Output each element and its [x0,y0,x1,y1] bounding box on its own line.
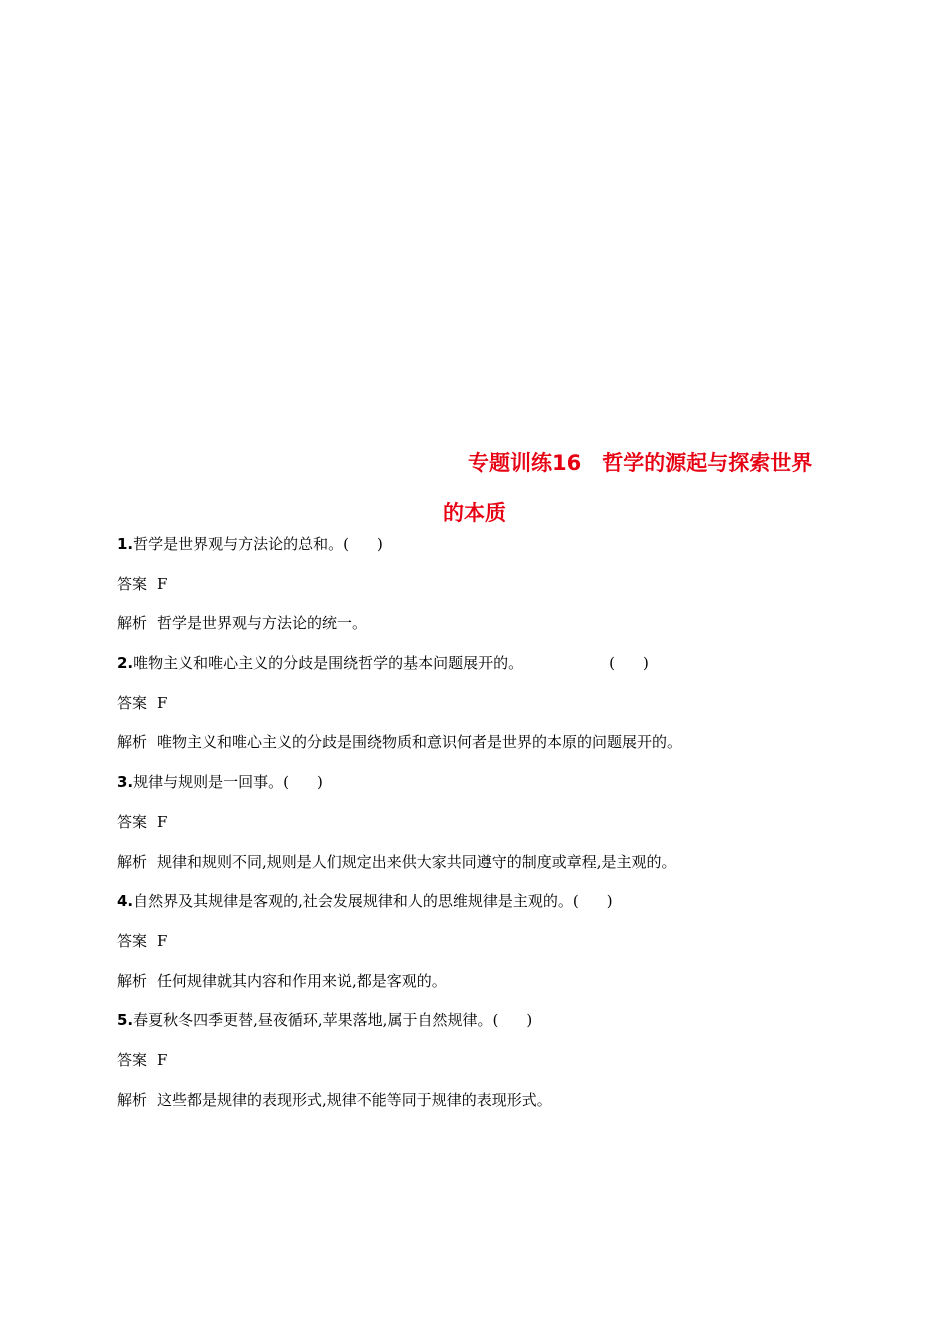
question-text: 春夏秋冬四季更替,昼夜循环,苹果落地,属于自然规律。 [133,1011,493,1030]
question-stem [117,534,857,574]
question-stem [117,772,857,812]
analysis-line [117,1090,857,1130]
analysis-label: 解析 [117,1090,148,1109]
question-number: 1. [117,535,134,553]
answer-line [117,693,857,733]
answer-line [117,574,857,614]
answer-value: F [157,574,168,593]
analysis-text: 唯物主义和唯心主义的分歧是围绕物质和意识何者是世界的本原的问题展开的。 [157,733,683,752]
analysis-text: 规律和规则不同,规则是人们规定出来供大家共同遵守的制度或章程,是主观的。 [157,852,677,871]
answer-blank: ( ) [343,535,383,553]
analysis-label: 解析 [117,733,148,752]
analysis-line [117,852,857,892]
analysis-text: 任何规律就其内容和作用来说,都是客观的。 [157,971,447,990]
answer-label: 答案 [117,1050,148,1069]
page-title-continued: 的本质 [443,501,506,525]
answer-blank: ( ) [609,654,649,673]
answer-label: 答案 [117,931,148,950]
question-list [117,534,857,1129]
question-number: 3. [117,773,134,792]
page-title: 专题训练16 哲学的源起与探索世界 [468,451,813,475]
answer-blank: ( ) [283,773,323,792]
analysis-line [117,732,857,772]
question-number: 2. [117,654,134,673]
question-text: 哲学是世界观与方法论的总和。 [133,535,344,553]
answer-value: F [157,931,168,950]
answer-label: 答案 [117,812,148,831]
question-stem [117,1010,857,1050]
analysis-label: 解析 [117,971,148,990]
question-stem [117,653,857,693]
question-text: 自然界及其规律是客观的,社会发展规律和人的思维规律是主观的。 [133,892,573,911]
analysis-line [117,971,857,1011]
answer-value: F [157,1050,168,1069]
answer-label: 答案 [117,574,148,593]
answer-value: F [157,693,168,712]
answer-label: 答案 [117,693,148,712]
answer-value: F [157,812,168,831]
question-stem [117,891,857,931]
answer-line [117,931,857,971]
analysis-label: 解析 [117,614,148,633]
answer-blank: ( ) [572,892,613,911]
analysis-label: 解析 [117,852,148,871]
analysis-text: 哲学是世界观与方法论的统一。 [157,614,368,633]
answer-line [117,1050,857,1090]
question-text: 唯物主义和唯心主义的分歧是围绕哲学的基本问题展开的。 [133,654,524,673]
question-number: 5. [117,1011,134,1030]
answer-line [117,812,857,852]
answer-blank: ( ) [492,1011,533,1030]
question-number: 4. [117,892,134,911]
question-text: 规律与规则是一回事。 [133,773,284,792]
analysis-text: 这些都是规律的表现形式,规律不能等同于规律的表现形式。 [157,1090,552,1109]
analysis-line [117,613,857,653]
